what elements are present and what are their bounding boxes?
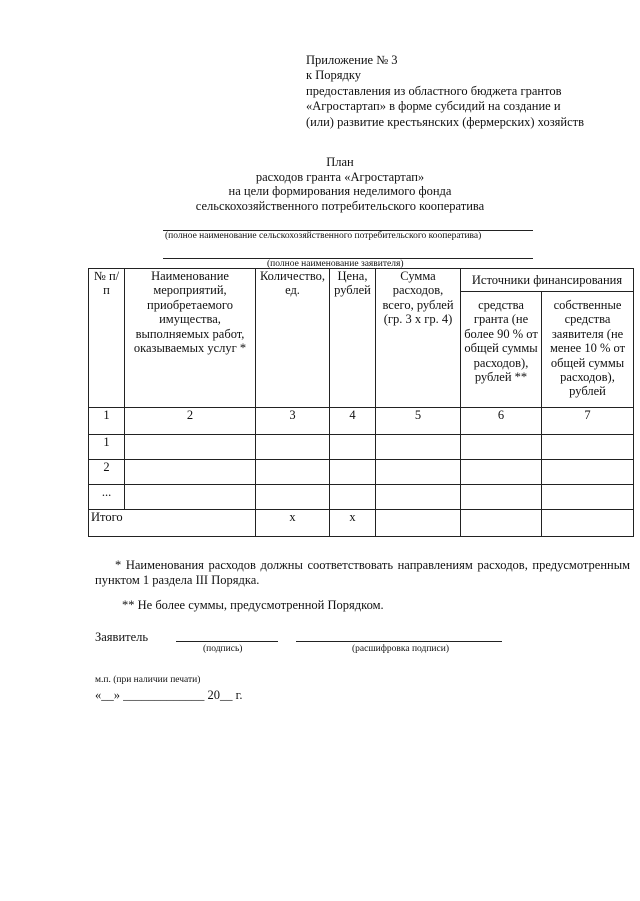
coop-name-caption: (полное наименование сельскохозяйственного потребительского кооператива) xyxy=(165,231,482,241)
total-own[interactable] xyxy=(542,510,634,537)
cell-grant[interactable] xyxy=(461,460,542,485)
signature-decode-line[interactable] xyxy=(296,641,502,642)
total-grant[interactable] xyxy=(461,510,542,537)
cell-grant[interactable] xyxy=(461,435,542,460)
cell-price[interactable] xyxy=(330,460,376,485)
cell-sum[interactable] xyxy=(376,485,461,510)
col-number: 7 xyxy=(542,408,634,435)
signature-line[interactable] xyxy=(176,641,278,642)
appendix-line: к Порядку xyxy=(306,68,361,83)
table-row xyxy=(89,435,634,460)
cell-price[interactable] xyxy=(330,485,376,510)
header-name: Наименование мероприятий, приобретаемого имущества, выполняемых работ, оказываемых услуг * xyxy=(125,269,256,408)
signature-decode-caption: (расшифровка подписи) xyxy=(352,644,449,654)
cell-name[interactable] xyxy=(125,435,256,460)
cell-sum[interactable] xyxy=(376,435,461,460)
row-number: ... xyxy=(89,485,125,510)
stamp-note: м.п. (при наличии печати) xyxy=(95,675,201,685)
col-number: 4 xyxy=(330,408,376,435)
header-grant: средства гранта (не более 90 % от общей суммы расходов), рублей ** xyxy=(461,292,542,408)
cell-grant[interactable] xyxy=(461,485,542,510)
col-number: 1 xyxy=(89,408,125,435)
header-own: собственные средства заявителя (не менее 10 % от общей суммы расходов), рублей xyxy=(542,292,634,408)
appendix-line: предоставления из областного бюджета грантов xyxy=(306,83,562,98)
footnote-1: * Наименования расходов должны соответствовать направлениям расходов, предусмотренным пунктом 1 раздела III Порядка. xyxy=(95,558,630,587)
row-number: 2 xyxy=(89,460,125,485)
table-row xyxy=(89,460,634,485)
appendix-line: (или) развитие крестьянских (фермерских) хозяйств xyxy=(306,114,584,129)
appendix-header xyxy=(306,53,584,130)
header-sources: Источники финансирования xyxy=(461,269,634,292)
cell-price[interactable] xyxy=(330,435,376,460)
table-row xyxy=(89,485,634,510)
header-num: № п/п xyxy=(89,269,125,408)
total-label: Итого xyxy=(89,510,256,537)
header-sum: Сумма расходов, всего, рублей (гр. 3 х гр. 4) xyxy=(376,269,461,408)
date-line[interactable]: «__» _____________ 20__ г. xyxy=(95,688,243,702)
appendix-line: Приложение № 3 xyxy=(306,53,398,67)
signature-caption: (подпись) xyxy=(203,644,243,654)
total-sum[interactable] xyxy=(376,510,461,537)
title-line: сельскохозяйственного потребительского кооператива xyxy=(195,198,485,213)
col-number: 2 xyxy=(125,408,256,435)
cell-own[interactable] xyxy=(542,485,634,510)
header-price: Цена, рублей xyxy=(330,269,376,408)
cell-sum[interactable] xyxy=(376,460,461,485)
total-row xyxy=(89,510,634,537)
cell-own[interactable] xyxy=(542,460,634,485)
applicant-label: Заявитель xyxy=(95,630,149,644)
cell-qty[interactable] xyxy=(256,460,330,485)
document-title xyxy=(140,155,540,213)
title-line: План xyxy=(326,155,354,169)
cell-qty[interactable] xyxy=(256,485,330,510)
cell-qty[interactable] xyxy=(256,435,330,460)
footnote-2: ** Не более суммы, предусмотренной Порядком. xyxy=(122,598,384,612)
header-qty: Количество, ед. xyxy=(256,269,330,408)
cell-name[interactable] xyxy=(125,485,256,510)
col-number: 6 xyxy=(461,408,542,435)
appendix-line: «Агростартап» в форме субсидий на создание и xyxy=(306,99,561,114)
total-price: х xyxy=(330,510,376,537)
row-number: 1 xyxy=(89,435,125,460)
col-number: 3 xyxy=(256,408,330,435)
total-qty: х xyxy=(256,510,330,537)
applicant-name-caption: (полное наименование заявителя) xyxy=(267,259,404,269)
cell-own[interactable] xyxy=(542,435,634,460)
title-line: на цели формирования неделимого фонда xyxy=(228,184,452,199)
expense-plan-table xyxy=(88,268,634,537)
col-number: 5 xyxy=(376,408,461,435)
title-line: расходов гранта «Агростартап» xyxy=(255,169,425,184)
cell-name[interactable] xyxy=(125,460,256,485)
